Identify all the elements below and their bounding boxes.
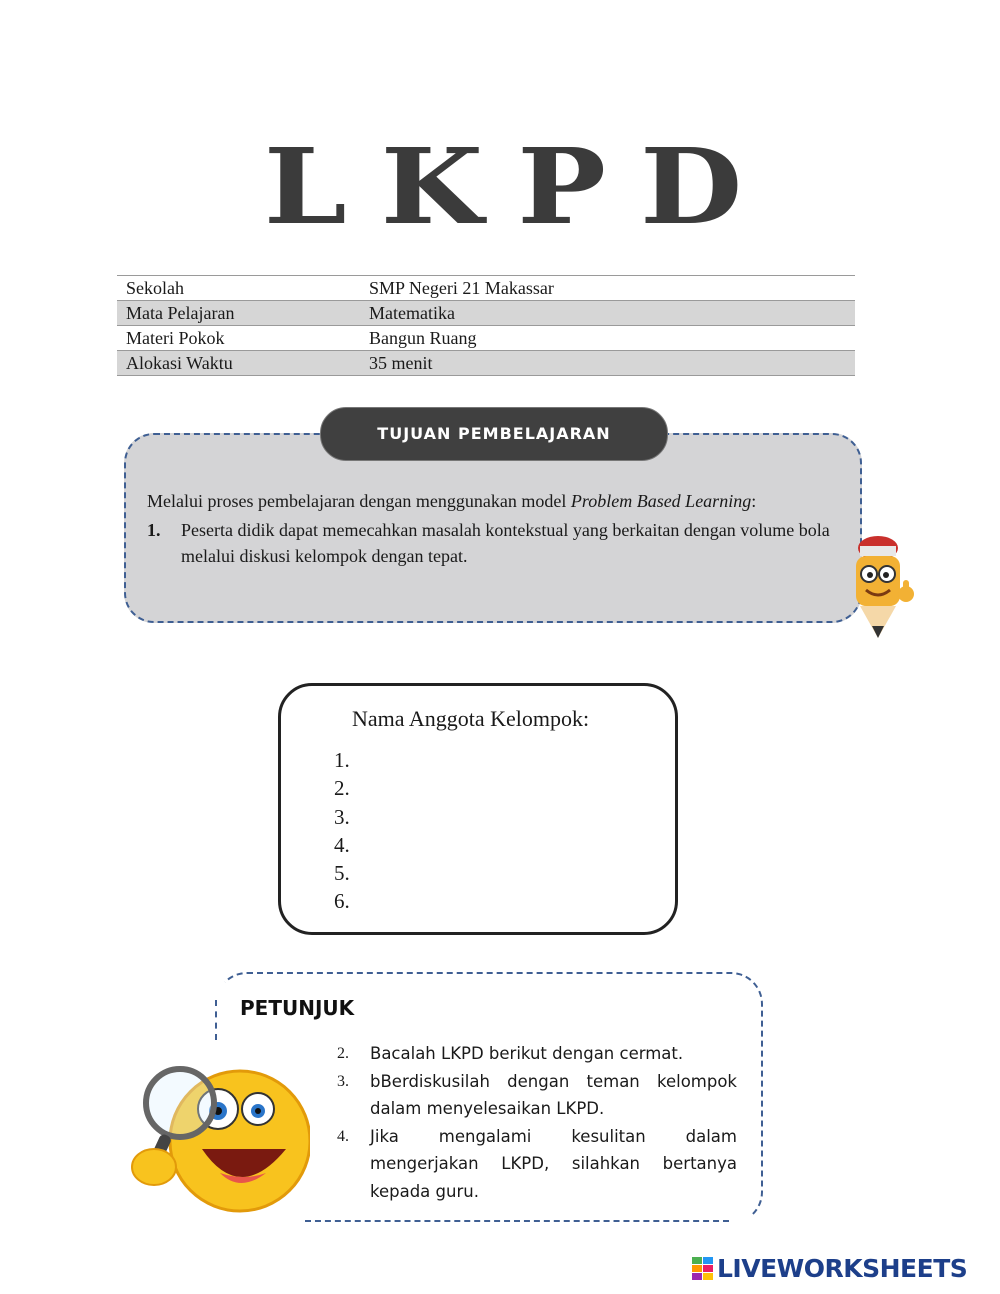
info-label: Materi Pokok [126,328,225,348]
member-number: 1. [334,748,350,772]
instruction-item [337,1068,737,1123]
info-row [117,351,855,376]
instruction-number: 2. [337,1045,349,1062]
info-value: SMP Negeri 21 Makassar [369,278,554,298]
liveworksheets-brand [692,1254,967,1283]
info-row [117,326,855,351]
member-number: 3. [334,804,350,829]
learning-goals-intro [147,491,847,512]
instruction-number: 3. [337,1072,349,1090]
magnifier-smiley-icon [110,1055,310,1215]
instruction-number: 4. [337,1127,349,1145]
member-number: 2. [334,776,350,801]
intro-prefix: Melalui proses pembelajaran dengan menggunakan model [147,491,571,511]
member-number: 4. [334,832,350,857]
intro-suffix: : [751,491,757,511]
goal-text: Peserta didik dapat memecahkan masalah kontekstual yang berkaitan dengan volume bola melalui diskusi kelompok dengan tepat. [181,520,830,566]
instructions-list [337,1040,737,1205]
info-row [117,301,855,326]
instruction-text: bBerdiskusilah dengan teman kelompok dalam menyelesaikan LKPD. [370,1071,737,1118]
intro-model: Problem Based Learning [570,491,752,511]
instructions-box-left-edge [215,1000,217,1040]
instruction-text: Bacalah LKPD berikut dengan cermat. [370,1044,684,1063]
info-value: Bangun Ruang [369,328,477,348]
info-value: Matematika [360,301,855,326]
goal-number: 1. [147,520,161,540]
group-members-heading: Nama Anggota Kelompok: [352,706,590,731]
instruction-item [337,1123,737,1206]
info-table [117,275,855,376]
info-label: Mata Pelajaran [117,301,360,326]
document-title: LKPD [263,125,777,248]
info-value: 35 menit [360,351,855,376]
liveworksheets-wordmark: LIVEWORKSHEETS [717,1254,968,1283]
pencil-mascot-icon [842,528,916,642]
info-label: Alokasi Waktu [117,351,360,376]
info-label: Sekolah [126,278,184,298]
instruction-text: Jika mengalami kesulitan dalam mengerjakan LKPD, silahkan bertanya kepada guru. [370,1126,737,1201]
instructions-box-bottom-edge [305,1220,729,1222]
member-number: 6. [334,889,350,914]
instructions-heading: PETUNJUK [240,996,355,1020]
member-number: 5. [334,861,350,886]
info-row [117,276,855,301]
group-members-list [334,746,350,916]
liveworksheets-logo-icon [692,1257,714,1281]
learning-goals-heading: TUJUAN PEMBELAJARAN [320,407,668,461]
instruction-item [337,1040,737,1068]
